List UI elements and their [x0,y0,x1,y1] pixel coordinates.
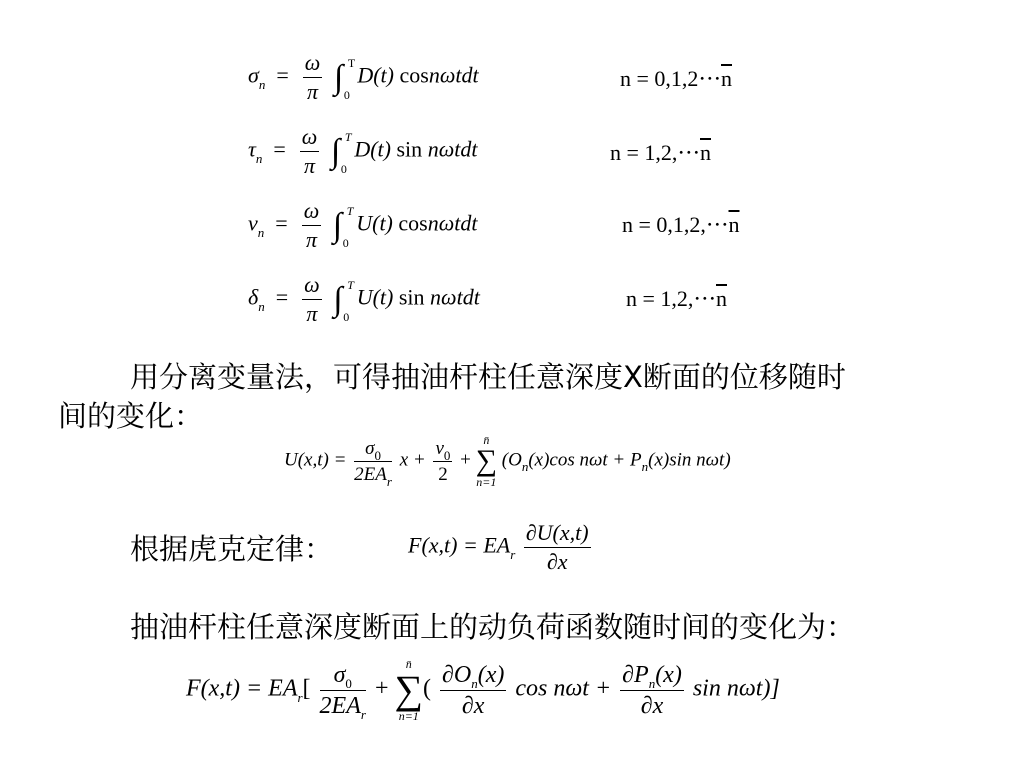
fraction: $\frac{\omega}{\pi}$ [304,50,321,104]
integral-sign: ∫ T 0 [330,129,352,176]
equation-hooke: $F(x,t) = EA_r$ $\frac{\partial U(x,t)}{\partial x}$ [408,520,589,574]
equation-nu: $\nu_n$ = $\frac{\omega}{\pi}$ ∫ T 0 U(t) cosnωtdt [248,198,478,252]
equation-displacement: U(x,t) = $\frac{\sigma_0}{2EA_r}$ x + $\frac{\nu_0}{2}$ + n̄ ∑ n=1 ($O_n(x)\cos$ $n\omega t + P_n(x)\sin$ nωt) [284,433,731,489]
hooke-label: 根据虎克定律： [130,532,334,566]
equation-tau: $\tau_n$ = $\frac{\omega}{\pi}$ ∫ T 0 D(t) sin nωtdt [248,124,478,178]
lhs-symbol: σ [248,62,259,88]
condition-nu: $n = 0,1,2,\cdot\cdot\cdot\overline{n}$ [622,212,740,237]
equation-delta: $\delta_n$ = $\frac{\omega}{\pi}$ ∫ T 0 U(t) sin nωtdt [248,272,480,326]
summation-sign: n̄ ∑ n=1 [394,657,423,723]
equation-sigma: $\sigma_n$ = $\frac{\omega}{\pi}$ ∫ T 0 D(t) cosnωtdt [248,50,479,104]
fraction: $\frac{\omega}{\pi}$ [301,124,318,178]
condition-tau: $n = 1,2,\cdot\cdot\cdot\overline{n}$ [610,140,711,165]
integral-sign: ∫ T 0 [333,277,354,324]
condition-sigma: $n = 0,1,2\cdot\cdot\cdot\overline{n}$ [620,66,732,91]
integral-sign: ∫ T 0 [333,55,356,102]
fraction: $\frac{\omega}{\pi}$ [303,198,320,252]
paragraph-dynamic-load: 抽油杆柱任意深度断面上的动负荷函数随时间的变化为： [130,610,856,644]
fraction: $\frac{\omega}{\pi}$ [304,272,320,326]
condition-delta: $n = 1,2,\cdot\cdot\cdot\overline{n}$ [626,286,727,311]
summation-sign: n̄ ∑ n=1 [475,433,498,489]
integral-sign: ∫ T 0 [332,203,354,250]
paragraph-separation-of-variables: 用分离变量法，可得抽油杆柱任意深度X断面的位移随时 间的变化： [58,360,846,433]
equation-dynamic-load: $F(x,t) = EA_r$[ $\frac{\sigma_0}{2EA_r}$ + n̄ ∑ n=1 ( $\frac{\partial O_n(x)}{\partial x}$ cos nωt + $\frac{\partial P_n(x)}{\partial x}$ sin nωt)] [186,657,780,723]
